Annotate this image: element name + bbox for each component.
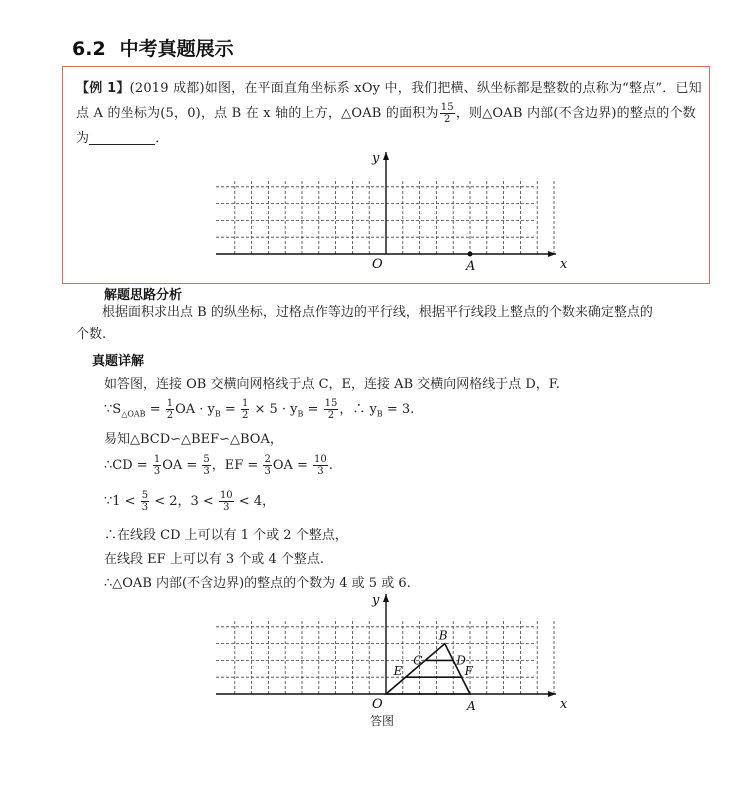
example-text-1: 如图，在平面直角坐标系 xOy 中，我们把横、纵坐标都是整数的点称为“整点”．已知 [204,81,702,96]
half-num-1: 1 [166,398,174,409]
yb-equals-3: = 3. [382,402,415,417]
solution-line-6: ∴在线段 CD 上可以有 1 个或 2 个整点， [104,528,348,543]
cd-den: 3 [203,466,210,477]
fig2-label-d: D [456,653,466,668]
line4-end: . [328,458,333,473]
solution-line-3: 易知△BCD∽△BEF∽△BOA， [104,432,283,447]
ef-num-2: 10 [219,490,233,501]
example-source: (2019 成都) [129,81,205,96]
area-denominator: 2 [443,114,451,125]
fig1-origin-label: O [372,257,383,272]
example-text-2a: 点 A 的坐标为(5，0)，点 B 在 x 轴的上方，△OAB 的面积为 [76,106,439,121]
cd-num: 5 [203,454,210,465]
fig2-y-arrow [383,594,389,602]
fig1-a-label: A [466,259,476,274]
ef-den-2: 3 [223,502,230,513]
ef-eq: ，EF = [211,458,263,473]
section-number: 6.2 [72,38,106,60]
cd-num-2: 5 [141,490,149,501]
ineq-start: ∵1 < [104,494,140,509]
ef-den: 3 [317,466,324,477]
fig2-label-b: B [438,628,448,643]
fig2-label-a: A [467,699,476,713]
third-num: 1 [153,454,161,465]
fig2-x-label: x [560,697,568,712]
eq-1: = [145,402,165,417]
fig2-origin-label: O [372,697,383,712]
yb-sub-3: B [376,409,383,419]
analysis-line-1: 根据面积求出点 B 的纵坐标，过格点作等边的平行线，根据平行线段上整点的个数来确定整点的 [102,305,653,320]
half-den-1: 2 [166,410,174,421]
example-text-3-end: ． [155,131,169,146]
fig2-label-c: C [413,653,423,668]
therefore-yb: ，∴ y [339,402,377,417]
cd-eq: ∴CD = [104,458,152,473]
example-tag: 【例 1】 [76,81,130,96]
analysis-heading: 解题思路分析 [104,288,183,303]
half-num-2: 1 [241,398,249,409]
half-den-2: 2 [241,410,249,421]
fig1-y-label: y [372,151,380,166]
fig1-x-label: x [560,257,568,272]
fig2-label-f: F [464,664,473,679]
example-text-3: 为 [76,131,90,146]
yb-sub-2: B [297,409,304,419]
ef-num: 10 [314,454,327,465]
oa-eq-1: OA = [162,458,202,473]
s-symbol: ∵S [104,402,122,417]
area-numerator: 15 [440,102,454,113]
solution-line-8: ∴△OAB 内部(不含边界)的整点的个数为 4 或 5 或 6. [104,576,411,591]
eq-2: = [220,402,240,417]
third-den: 3 [153,466,161,477]
cd-den-2: 3 [141,502,149,513]
eq-3: = [303,402,323,417]
ineq-end: < 4， [234,494,276,509]
oa-eq-2: OA = [272,458,313,473]
analysis-line-2: 个数. [76,327,107,342]
yb-sub-1: B [214,409,221,419]
figure-2-caption: 答图 [370,714,395,728]
area-den-2: 2 [327,410,335,421]
twothird-den: 3 [264,466,271,477]
solution-heading: 真题详解 [92,354,145,369]
s-subscript: △OAB [121,409,146,419]
section-title: 中考真题展示 [119,38,234,60]
fig2-y-label: y [372,593,380,608]
area-num-2: 15 [324,398,338,409]
ineq-mid: < 2，3 < [150,494,218,509]
twothird-num: 2 [264,454,271,465]
solution-line-1: 如答图，连接 OB 交横向网格线于点 C，E，连接 AB 交横向网格线于点 D，F. [104,377,560,392]
solution-line-7: 在线段 EF 上可以有 3 个或 4 个整点. [104,552,324,567]
oa-yb: OA · y [175,402,215,417]
fig2-x-arrow [548,691,556,697]
example-text-2b: ，则△OAB 内部(不含边界)的整点的个数 [455,106,696,121]
fig2-label-e: E [393,664,403,679]
times-five: × 5 · y [250,402,298,417]
